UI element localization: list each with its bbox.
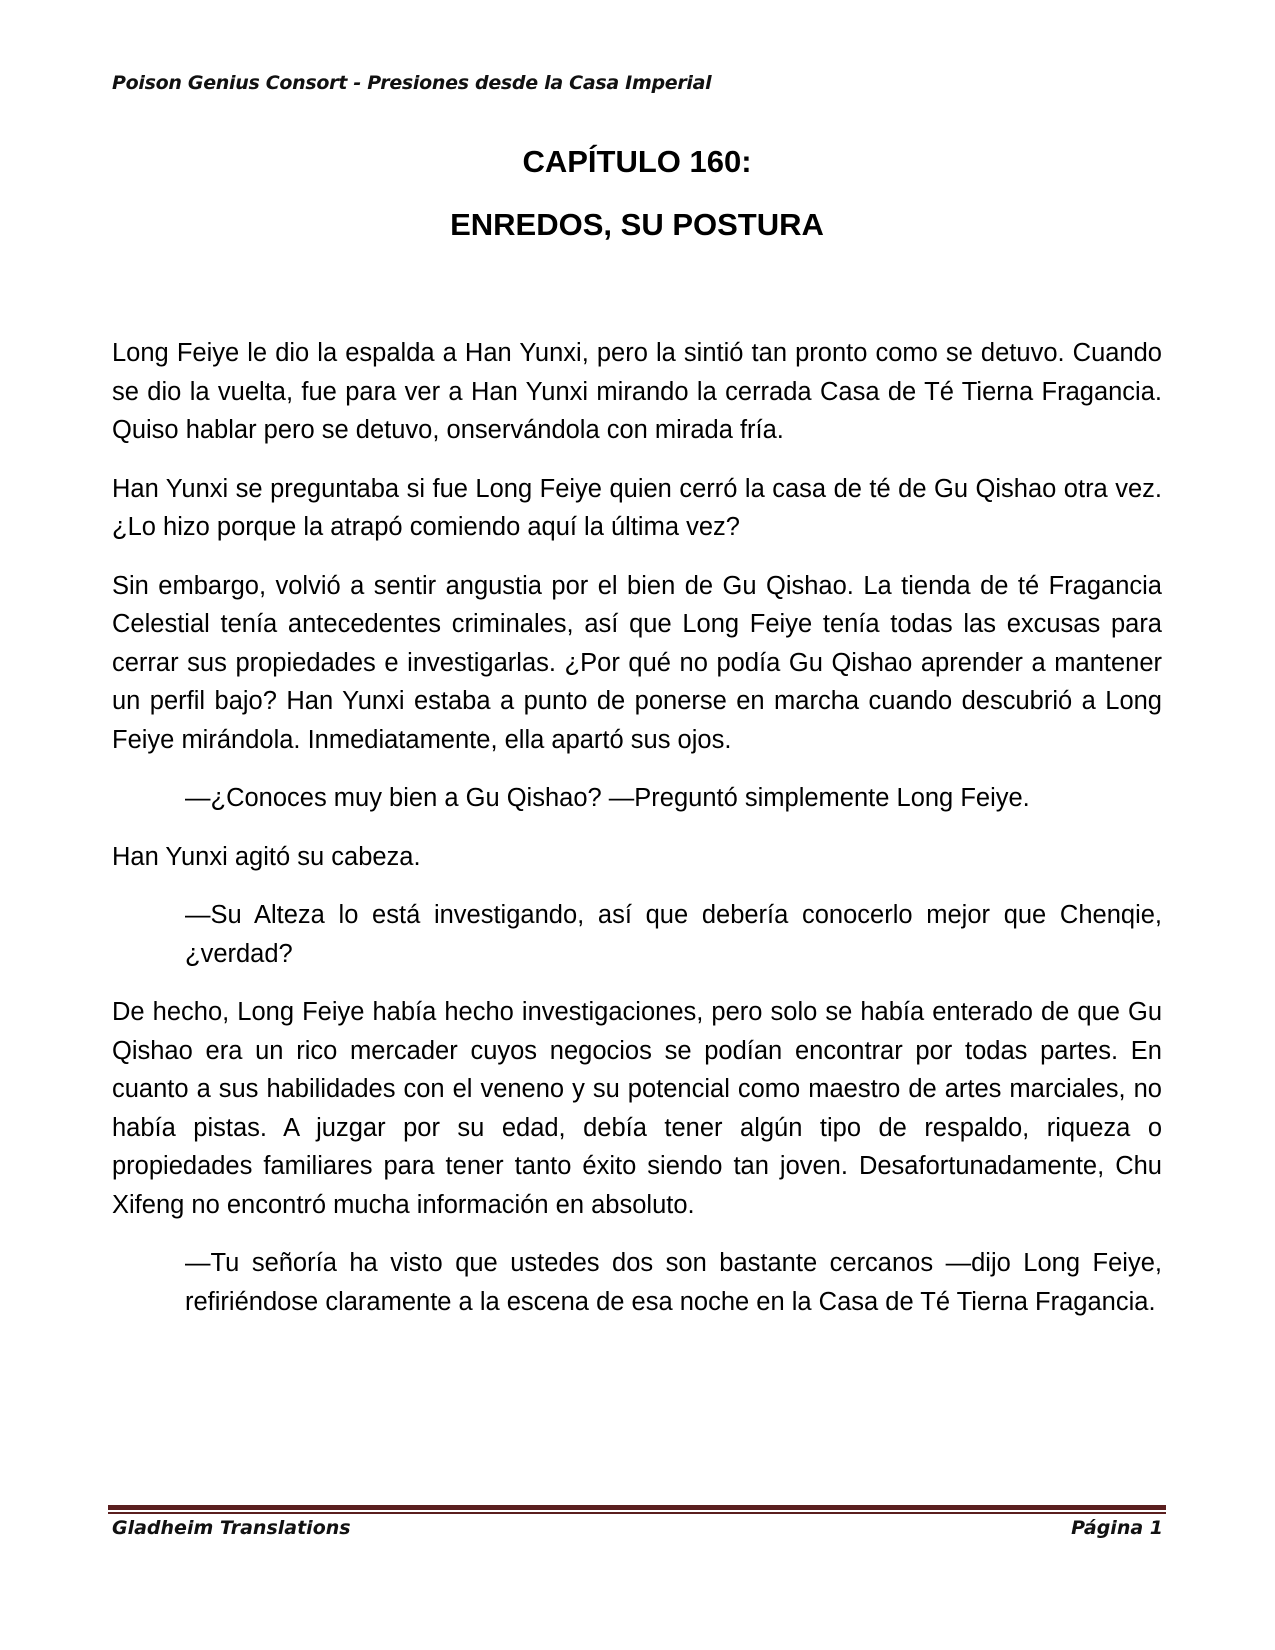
chapter-name: ENREDOS, SU POSTURA (450, 207, 824, 242)
dialogue-paragraph: —Su Alteza lo está investigando, así que debería conocerlo mejor que Chenqie, ¿verdad? (185, 901, 1162, 968)
chapter-number: CAPÍTULO 160: (522, 144, 752, 179)
dialogue-paragraph: —Tu señoría ha visto que ustedes dos son bastante cercanos —dijo Long Feiye, refiriéndose claramente a la escena de esa noche en la Casa de Té Tierna Fragancia. (185, 1249, 1162, 1316)
running-header: Poison Genius Consort - Presiones desde la Casa Imperial (112, 72, 712, 94)
paragraph: De hecho, Long Feiye había hecho investigaciones, pero solo se había enterado de que Gu Qishao era un rico mercader cuyos negocios se podían encontrar por todas partes. En cuanto a sus habilidades con el veneno y su potencial como maestro de artes marciales, no había pistas. A juzgar por su edad, debía tener algún tipo de respaldo, riqueza o propiedades familiares para tener tanto éxito siendo tan joven. Desafortunadamente, Chu Xifeng no encontró mucha información en absoluto. (112, 998, 1162, 1219)
footer-publisher: Gladheim Translations (112, 1517, 351, 1539)
paragraph: Han Yunxi agitó su cabeza. (112, 842, 421, 871)
paragraph: Han Yunxi se preguntaba si fue Long Feiye quien cerró la casa de té de Gu Qishao otra vez. ¿Lo hizo porque la atrapó comiendo aquí la última vez? (112, 474, 1162, 541)
footer-divider-thin (108, 1512, 1166, 1514)
paragraph: Long Feiye le dio la espalda a Han Yunxi, pero la sintió tan pronto como se detuvo. Cuando se dio la vuelta, fue para ver a Han Yunxi mirando la cerrada Casa de Té Tierna Fragancia. Quiso hablar pero se detuvo, onservándola con mirada fría. (112, 339, 1162, 444)
chapter-body (112, 334, 1162, 1341)
footer-page-number: Página 1 (1071, 1517, 1163, 1539)
dialogue-paragraph: —¿Conoces muy bien a Gu Qishao? —Preguntó simplemente Long Feiye. (185, 784, 1030, 812)
paragraph: Sin embargo, volvió a sentir angustia por el bien de Gu Qishao. La tienda de té Fragancia Celestial tenía antecedentes criminales, así que Long Feiye tenía todas las excusas para cerrar sus propiedades e investigarlas. ¿Por qué no podía Gu Qishao aprender a mantener un perfil bajo? Han Yunxi estaba a punto de ponerse en marcha cuando descubrió a Long Feiye mirándola. Inmediatamente, ella apartó sus ojos. (112, 571, 1162, 754)
footer-divider (108, 1505, 1166, 1510)
chapter-title (112, 145, 1162, 241)
